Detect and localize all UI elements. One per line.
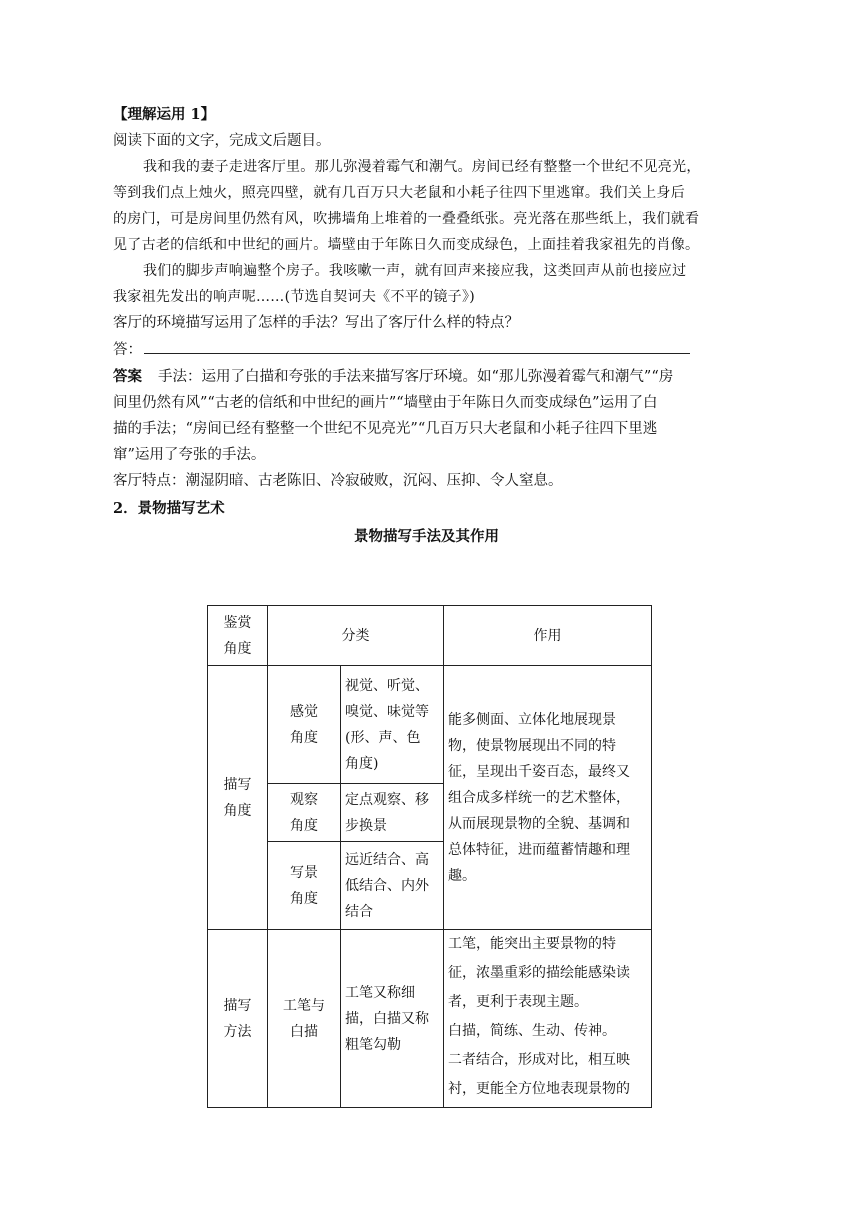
category-detail: 定点观察、移 步换景 [341, 784, 444, 842]
header-effect: 作用 [444, 606, 652, 666]
header-category: 分类 [268, 606, 444, 666]
passage-line: 等到我们点上烛火，照亮四壁，就有几百万只大老鼠和小耗子往四下里逃窜。我们关上身后 [113, 185, 685, 201]
passage-line: 的房门，可是房间里仍然有风，吹拂墙角上堆着的一叠叠纸张。亮光落在那些纸上，我们就看 [113, 211, 700, 227]
category-detail: 视觉、听觉、 嗅觉、味觉等 (形、声、色 角度) [341, 666, 444, 784]
answer-label: 答案 [113, 368, 142, 385]
section-heading: 2．景物描写艺术 [113, 500, 225, 517]
passage-line: 我和我的妻子走进客厅里。那儿弥漫着霉气和潮气。房间已经有整整一个世纪不见亮光， [143, 159, 701, 175]
passage-source: (节选自契诃夫《不平的镜子》) [284, 289, 476, 305]
table-header-row [208, 606, 652, 666]
instruction: 阅读下面的文字，完成文后题目。 [113, 133, 331, 149]
sub-category: 感觉 角度 [268, 666, 341, 784]
category-detail: 远近结合、高 低结合、内外 结合 [341, 842, 444, 930]
passage-line [113, 287, 475, 307]
passage-line: 我们的脚步声响遍整个房子。我咳嗽一声，就有回声来接应我，这类回声从前也接应过 [143, 263, 687, 279]
table-row [208, 666, 652, 784]
answer-text: 手法：运用了白描和夸张的手法来描写客厅环境。如“那儿弥漫着霉气和潮气”“房 [158, 369, 674, 385]
answer-line [113, 367, 673, 387]
group-label-method: 描写 方法 [208, 930, 268, 1108]
sub-category: 工笔与 白描 [268, 930, 341, 1108]
answer-prompt: 答： [113, 342, 142, 358]
table-row [208, 930, 652, 1108]
answer-text: 描的手法；“房间已经有整整一个世纪不见亮光”“几百万只大老鼠和小耗子往四下里逃 [113, 421, 658, 437]
category-detail: 工笔又称细 描，白描又称 粗笔勾勒 [341, 930, 444, 1108]
group-label-angle: 描写 角度 [208, 666, 268, 930]
passage-line-text: 我家祖先发出的响声呢…… [113, 289, 285, 305]
passage-line: 见了古老的信纸和中世纪的画片。墙壁由于年陈日久而变成绿色，上面挂着我家祖先的肖像。 [113, 237, 700, 253]
question: 客厅的环境描写运用了怎样的手法？写出了客厅什么样的特点？ [113, 315, 519, 331]
answer-text: 间里仍然有风”“古老的信纸和中世纪的画片”“墙壁由于年陈日久而变成绿色”运用了白 [113, 395, 658, 411]
sub-category: 写景 角度 [268, 842, 341, 930]
table-caption: 景物描写手法及其作用 [354, 528, 499, 545]
answer-blank[interactable] [144, 339, 690, 354]
answer-text: 窜”运用了夸张的手法。 [113, 447, 266, 463]
technique-table [207, 605, 652, 1108]
group-effect: 能多侧面、立体化地展现景 物，使景物展现出不同的特 征，呈现出千姿百态，最终又 组合成多样统一的艺术整体， 从而展现景物的全貌、基调和 总体特征，进而蕴蓄情趣和理 趣。 [444, 666, 652, 930]
sub-category: 观察 角度 [268, 784, 341, 842]
answer-line [113, 339, 690, 360]
answer-features: 客厅特点：潮湿阴暗、古老陈旧、冷寂破败，沉闷、压抑、令人窒息。 [113, 473, 563, 489]
header-angle: 鉴赏 角度 [208, 606, 268, 666]
group-effect: 工笔，能突出主要景物的特 征，浓墨重彩的描绘能感染读 者，更利于表现主题。 白描，简练、生动、传神。 二者结合，形成对比，相互映 衬，更能全方位地表现景物的 [444, 930, 652, 1108]
section-title: 【理解运用 1】 [113, 106, 216, 123]
